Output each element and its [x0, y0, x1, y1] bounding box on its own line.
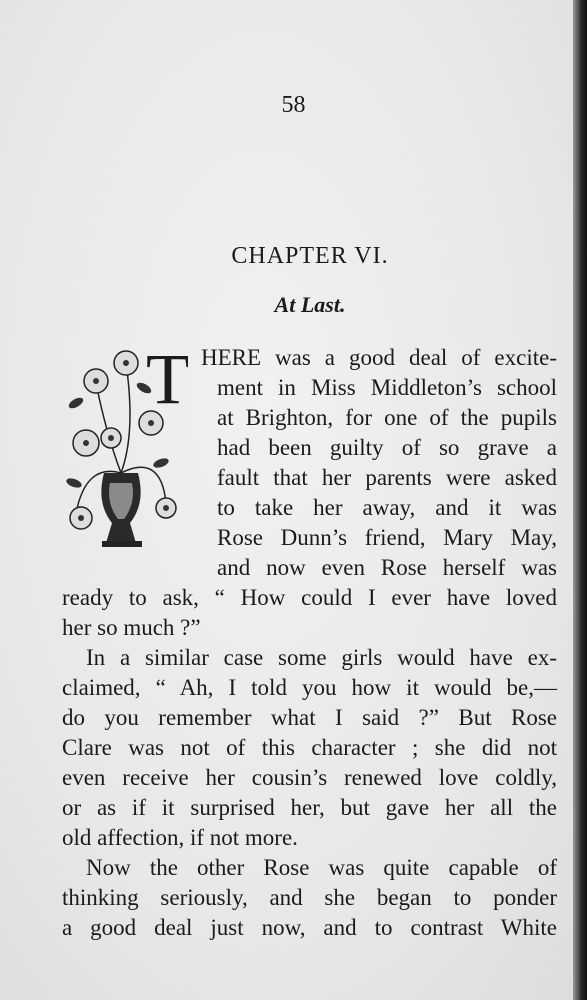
- text-line: her so much ?”: [62, 615, 201, 640]
- text-line: ready to ask, “ How could I ever have loved: [62, 585, 557, 610]
- section-title: At Last.: [274, 292, 346, 317]
- text-line: do you remember what I said ?” But Rose: [62, 705, 557, 730]
- text-line: fault that her parents were asked: [217, 465, 557, 490]
- page-number: 58: [281, 92, 306, 118]
- text-line: HERE was a good deal of excite-: [201, 345, 557, 370]
- text-line: and now even Rose herself was: [217, 555, 557, 580]
- floral-vase-illustration: [66, 343, 188, 563]
- text-line: at Brighton, for one of the pupils: [217, 405, 557, 430]
- text-line: or as if it surprised her, but gave her all the: [62, 795, 557, 820]
- text-line: thinking seriously, and she began to ponder: [62, 885, 557, 910]
- text-line: ment in Miss Middleton’s school: [217, 375, 557, 400]
- dropcap-letter: T: [146, 343, 188, 419]
- text-line: had been guilty of so grave a: [217, 435, 557, 460]
- text-line: to take her away, and it was: [217, 495, 557, 520]
- text-line: claimed, “ Ah, I told you how it would be,—: [62, 675, 557, 700]
- text-line: even receive her cousin’s renewed love coldly,: [62, 765, 557, 790]
- book-spine-shadow: [573, 0, 587, 1000]
- text-line: a good deal just now, and to contrast White: [62, 915, 557, 940]
- chapter-title: CHAPTER VI.: [231, 243, 389, 269]
- text-line: Clare was not of this character ; she did not: [62, 735, 557, 760]
- text-line: Rose Dunn’s friend, Mary May,: [217, 525, 557, 550]
- text-line: In a similar case some girls would have ex-: [86, 645, 557, 670]
- text-line: old affection, if not more.: [62, 825, 298, 850]
- illuminated-dropcap: [66, 343, 188, 563]
- text-line: Now the other Rose was quite capable of: [86, 855, 557, 880]
